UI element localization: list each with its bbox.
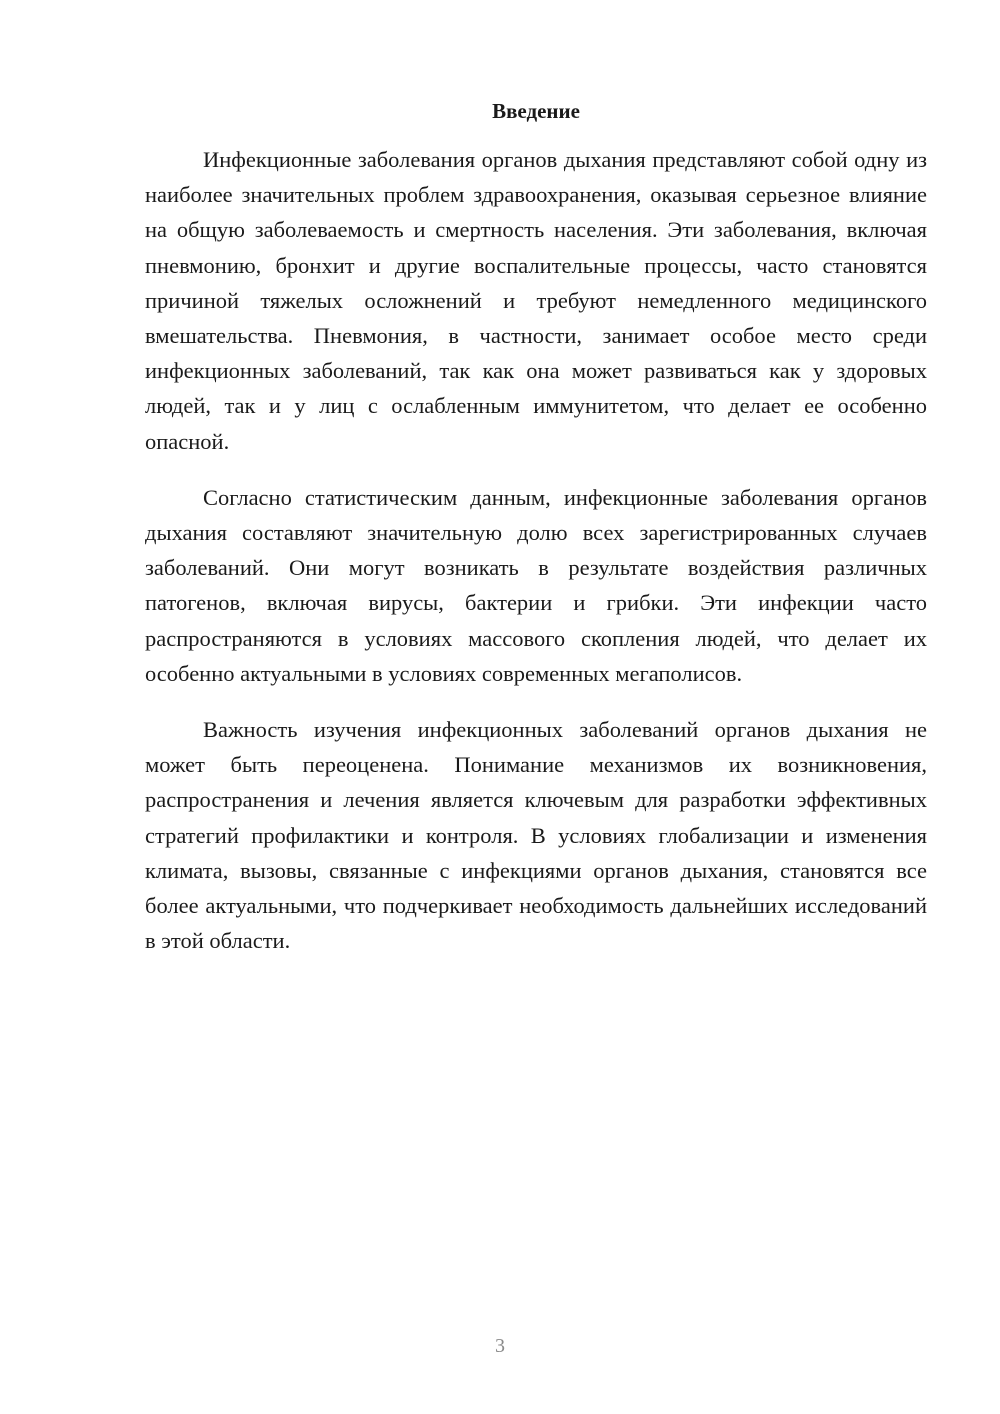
page-number: 3 [495,1335,505,1357]
paragraph-1: Инфекционные заболевания органов дыхания представляют собой одну из наиболее значительных проблем здравоохранения, оказывая серьезное влияние на общую заболеваемость и смертность населения. Эти заболевания, включая пневмонию, бронхит и другие воспалительные процессы, часто становятся причиной тяжелых осложнений и требуют немедленного медицинского вмешательства. Пневмония, в частности, занимает особое место среди инфекционных заболеваний, так как она может развиваться как у здоровых людей, так и у лиц с ослабленным иммунитетом, что делает ее особенно опасной. [145,147,927,454]
section-heading: Введение [492,99,580,123]
body-text [145,142,927,979]
paragraph-3: Важность изучения инфекционных заболеваний органов дыхания не может быть переоценена. Понимание механизмов их возникновения, распространения и лечения является ключевым для разработки эффективных стратегий профилактики и контроля. В условиях глобализации и изменения климата, вызовы, связанные с инфекциями органов дыхания, становятся все более актуальными, что подчеркивает необходимость дальнейших исследований в этой области. [145,717,927,954]
paragraph-2: Согласно статистическим данным, инфекционные заболевания органов дыхания составляют значительную долю всех зарегистрированных случаев заболеваний. Они могут возникать в результате воздействия различных патогенов, включая вирусы, бактерии и грибки. Эти инфекции часто распространяются в условиях массового скопления людей, что делает их особенно актуальными в условиях современных мегаполисов. [145,484,927,686]
